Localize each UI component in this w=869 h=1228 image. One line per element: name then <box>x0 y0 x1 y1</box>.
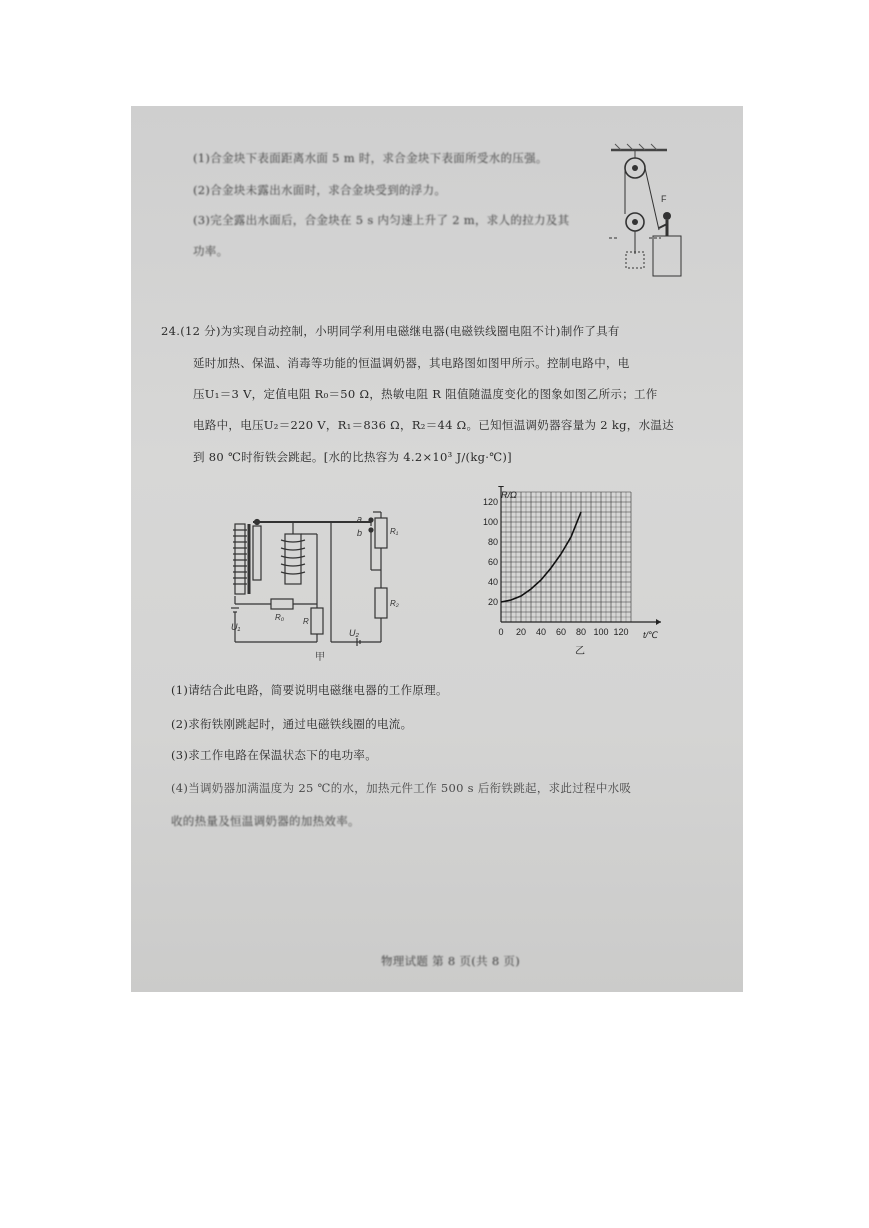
subquestion-4-cont: 收的热量及恒温调奶器的加热效率。 <box>171 814 360 828</box>
x-tick-label: 80 <box>575 627 587 637</box>
x-tick-label: 120 <box>613 627 629 637</box>
x-tick-label: 0 <box>498 627 504 637</box>
q24-line-2: 延时加热、保温、消毒等功能的恒温调奶器，其电路图如图甲所示。控制电路中，电 <box>193 356 630 370</box>
subquestion-2: (2)求衔铁刚跳起时，通过电磁铁线圈的电流。 <box>171 717 413 731</box>
circuit-diagram <box>231 504 431 666</box>
prev-question-3: (3)完全露出水面后，合金块在 5 s 内匀速上升了 2 m，求人的拉力及其 <box>193 213 570 227</box>
figure-jia-caption: 甲 <box>315 652 325 663</box>
q24-line-3: 压U₁＝3 V，定值电阻 R₀＝50 Ω，热敏电阻 R 阻值随温度变化的图象如图乙所示；工作 <box>193 387 658 401</box>
x-tick-label: 20 <box>515 627 527 637</box>
q24-line-5: 到 80 ℃时衔铁会跳起。[水的比热容为 4.2×10³ J/(kg·℃)] <box>193 450 512 464</box>
subquestion-4: (4)当调奶器加满温度为 25 ℃的水，加热元件工作 500 s 后衔铁跳起，求此过程中水吸 <box>171 781 632 795</box>
chart-grid <box>501 492 631 622</box>
x-axis-arrow <box>656 619 661 625</box>
r1-label: R₁ <box>390 527 399 536</box>
contact-a-label: a <box>357 514 363 524</box>
exam-page <box>131 106 743 992</box>
prev-question-3-cont: 功率。 <box>193 244 229 258</box>
y-tick-label: 80 <box>487 537 498 547</box>
x-tick-label: 60 <box>555 627 567 637</box>
u2-label: U₂ <box>349 628 359 638</box>
chart-xlabel: t/℃ <box>643 630 659 640</box>
y-tick-label: 20 <box>487 597 498 607</box>
subquestion-3: (3)求工作电路在保温状态下的电功率。 <box>171 748 377 762</box>
x-tick-label: 40 <box>535 627 547 637</box>
u1-label: U₁ <box>231 622 241 632</box>
contact-b-label: b <box>357 528 363 538</box>
y-tick-label: 40 <box>487 577 498 587</box>
resistance-temperature-chart <box>471 486 686 658</box>
y-tick-label: 60 <box>487 557 498 567</box>
pulley-figure <box>609 142 689 282</box>
y-tick-label: 100 <box>482 517 498 527</box>
page-footer: 物理试题 第 8 页(共 8 页) <box>381 954 520 968</box>
figure-yi-caption: 乙 <box>575 646 585 657</box>
subquestion-1: (1)请结合此电路，简要说明电磁继电器的工作原理。 <box>171 683 448 697</box>
r2-label: R₂ <box>390 599 399 608</box>
force-label: F <box>661 194 667 204</box>
x-tick-label: 100 <box>593 627 609 637</box>
r0-label: R₀ <box>275 613 285 622</box>
r-label: R <box>303 617 309 626</box>
y-axis-arrow <box>498 486 504 487</box>
chart-ylabel: R/Ω <box>501 490 517 500</box>
prev-question-1: (1)合金块下表面距离水面 5 m 时，求合金块下表面所受水的压强。 <box>193 151 548 165</box>
q24-line-4: 电路中，电压U₂＝220 V，R₁＝836 Ω，R₂＝44 Ω。已知恒温调奶器容量为 2 kg，水温达 <box>193 418 674 432</box>
y-tick-label: 120 <box>482 497 498 507</box>
q24-line-1: 24.(12 分)为实现自动控制，小明同学利用电磁继电器(电磁铁线圈电阻不计)制作了具有 <box>161 324 620 338</box>
prev-question-2: (2)合金块未露出水面时，求合金块受到的浮力。 <box>193 183 447 197</box>
